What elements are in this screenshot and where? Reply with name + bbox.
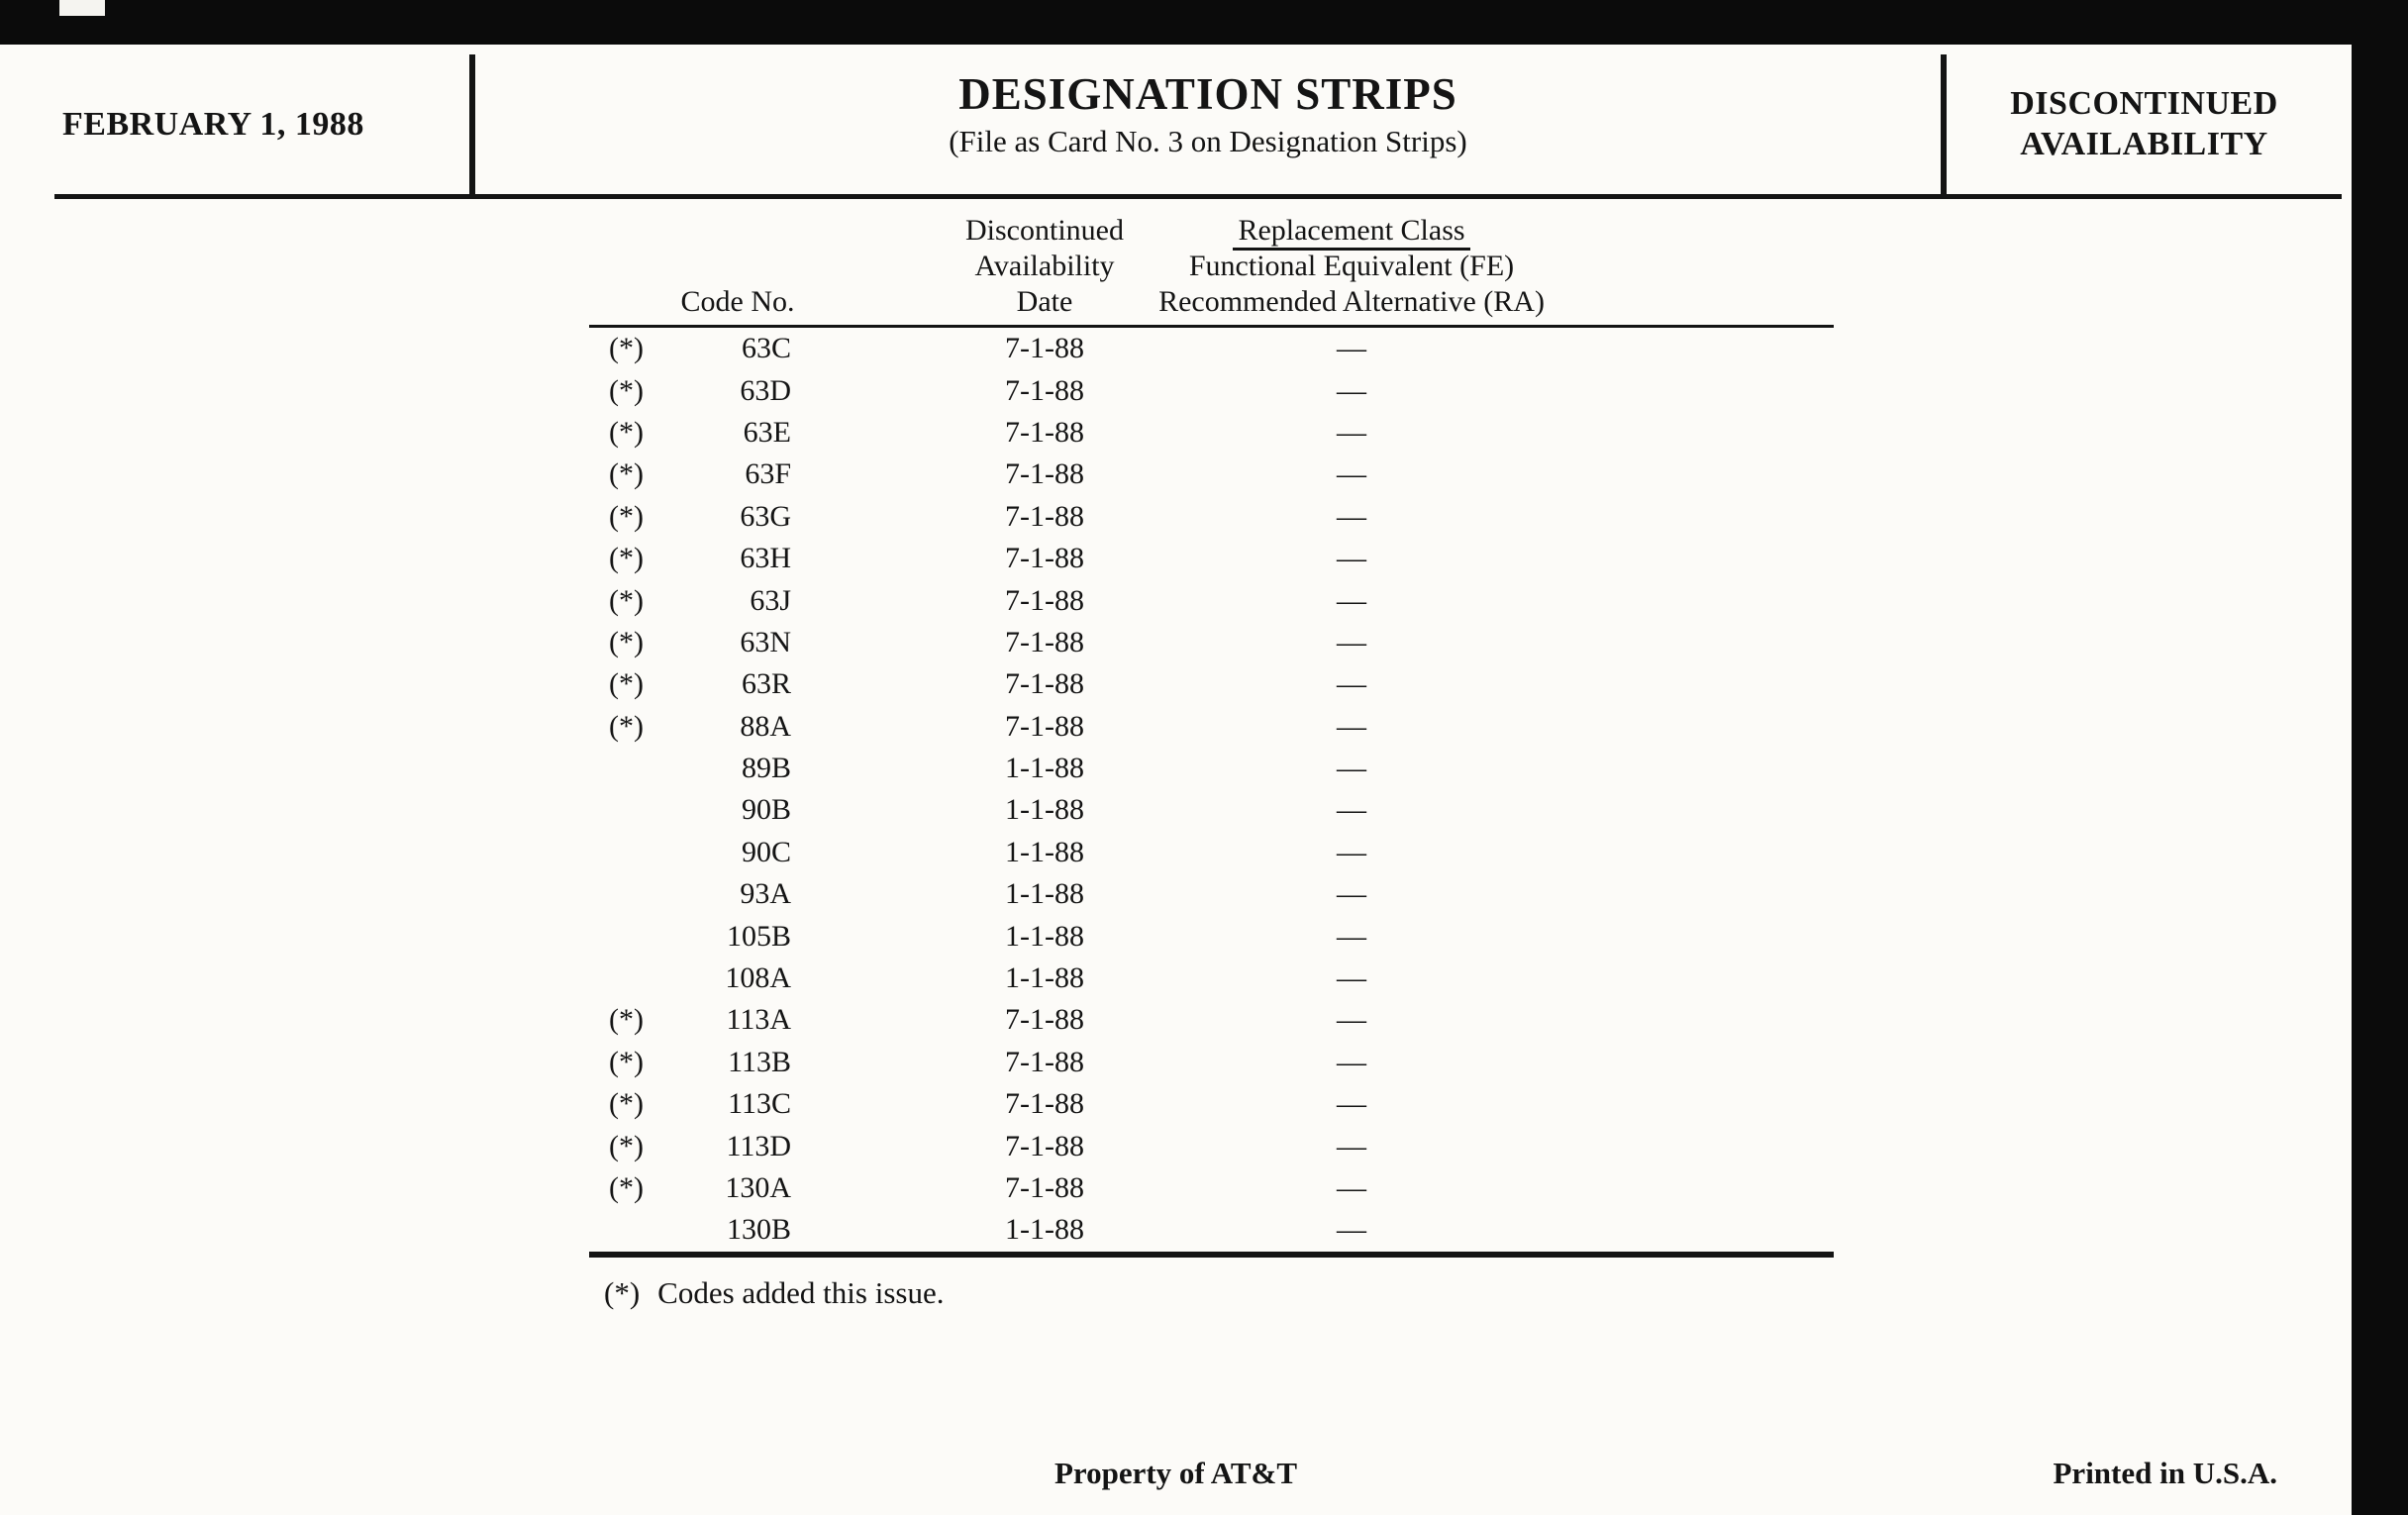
page [0,45,2352,1515]
col-header-date [886,213,1203,320]
table-row [589,832,1834,873]
col-header-repl-line3: Recommended Alternative (RA) [1158,285,1545,318]
code-cell [589,1171,886,1205]
table-row [589,663,1834,705]
table-row [589,1042,1834,1083]
col-header-date-line1: Discontinued [965,214,1124,247]
code-prefix: (*) [609,457,644,491]
footer-printed-notice: Printed in U.S.A. [2053,1456,2277,1490]
code-cell [589,332,886,365]
replacement-value: — [1337,1129,1366,1162]
scan-notch [59,0,105,16]
replacement-value: — [1337,919,1366,953]
corner-line-availability: AVAILABILITY [2020,125,2268,162]
date-value: 7-1-88 [1005,457,1084,491]
code-cell [589,1003,886,1037]
replacement-value: — [1337,1087,1366,1121]
code-value: 89B [741,752,791,785]
code-value: 63G [740,499,791,533]
code-prefix: (*) [609,625,644,658]
replacement-value: — [1337,373,1366,407]
code-cell [589,752,886,785]
col-header-code [589,284,886,320]
date-value: 7-1-88 [1005,709,1084,743]
replacement-value: — [1337,1045,1366,1078]
code-value: 63F [745,457,791,491]
code-cell [589,416,886,450]
col-header-repl-line2: Functional Equivalent (FE) [1188,250,1515,282]
date-value: 1-1-88 [1005,961,1084,995]
code-prefix: (*) [609,667,644,701]
col-header-date-line3: Date [1016,285,1073,318]
code-prefix: (*) [609,1003,644,1037]
replacement-value: — [1337,835,1366,868]
table-body [589,328,1834,1258]
replacement-value: — [1337,415,1366,449]
date-value: 7-1-88 [1005,332,1084,365]
date-value: 1-1-88 [1005,793,1084,827]
date-value: 7-1-88 [1005,583,1084,617]
date-value: 7-1-88 [1005,1087,1084,1121]
table-row [589,958,1834,999]
code-cell [589,457,886,491]
code-prefix: (*) [609,1171,644,1204]
replacement-value: — [1337,625,1366,658]
code-value: 88A [740,709,791,743]
replacement-value: — [1337,1213,1366,1247]
code-cell [589,500,886,534]
code-prefix: (*) [609,499,644,533]
table-row [589,1125,1834,1166]
date-value: 7-1-88 [1005,542,1084,575]
col-header-code-label: Code No. [680,285,795,318]
date-value: 7-1-88 [1005,625,1084,658]
date-value: 7-1-88 [1005,415,1084,449]
replacement-value: — [1337,499,1366,533]
table-row [589,369,1834,411]
code-value: 63C [741,332,791,365]
availability-table [589,213,1834,1258]
code-value: 130A [725,1171,791,1204]
code-cell [589,1213,886,1247]
col-header-repl-line1: Replacement Class [1233,214,1469,251]
code-cell [589,667,886,701]
table-row [589,496,1834,538]
code-prefix: (*) [609,1129,644,1162]
code-prefix: (*) [609,583,644,617]
code-cell [589,584,886,618]
date-value: 7-1-88 [1005,1003,1084,1037]
col-header-date-line2: Availability [974,250,1115,282]
replacement-value: — [1337,332,1366,365]
code-value: 63D [740,373,791,407]
code-value: 63E [743,415,791,449]
code-cell [589,1130,886,1163]
table-row [589,706,1834,748]
code-cell [589,1087,886,1121]
footer [0,1456,2352,1495]
code-cell [589,793,886,827]
footnote-text: Codes added this issue. [657,1274,945,1310]
code-cell [589,542,886,575]
replacement-value: — [1337,542,1366,575]
code-prefix: (*) [609,542,644,575]
header [54,54,2342,199]
replacement-value: — [1337,1003,1366,1037]
code-value: 63R [741,667,791,701]
date-value: 1-1-88 [1005,877,1084,911]
code-value: 90B [741,793,791,827]
code-value: 113C [728,1087,791,1121]
table-row [589,622,1834,663]
page-title: DESIGNATION STRIPS [958,69,1457,119]
code-prefix: (*) [609,373,644,407]
footnote [604,1275,2352,1311]
page-subtitle: (File as Card No. 3 on Designation Strips) [949,123,1467,158]
header-corner-block [1941,54,2342,194]
code-cell [589,836,886,869]
scan-border-top [0,0,2408,45]
replacement-value: — [1337,793,1366,827]
date-value: 1-1-88 [1005,835,1084,868]
code-value: 90C [741,835,791,868]
header-title-block [475,54,1941,194]
date-value: 7-1-88 [1005,373,1084,407]
corner-line-discontinued: DISCONTINUED [2010,84,2278,122]
footnote-marker: (*) [604,1274,641,1310]
col-header-replacement [1158,213,1545,320]
replacement-value: — [1337,1171,1366,1204]
code-cell [589,374,886,408]
code-value: 93A [740,877,791,911]
table-header [589,213,1834,328]
table-row [589,873,1834,915]
code-value: 63H [740,542,791,575]
table-row [589,579,1834,621]
code-value: 113B [728,1045,791,1078]
date-value: 1-1-88 [1005,919,1084,953]
replacement-value: — [1337,583,1366,617]
table-row [589,915,1834,957]
replacement-value: — [1337,457,1366,491]
replacement-value: — [1337,752,1366,785]
table-row [589,789,1834,831]
code-prefix: (*) [609,332,644,365]
code-cell [589,961,886,995]
code-prefix: (*) [609,1045,644,1078]
code-cell [589,626,886,659]
code-value: 63N [740,625,791,658]
code-cell [589,920,886,954]
replacement-value: — [1337,709,1366,743]
header-date-block [54,54,475,194]
table-row [589,328,1834,369]
date-value: 7-1-88 [1005,1045,1084,1078]
code-prefix: (*) [609,415,644,449]
code-value: 108A [725,961,791,995]
date-value: 7-1-88 [1005,1171,1084,1204]
scan-border-right [2352,0,2408,1515]
table-row [589,1083,1834,1125]
replacement-value: — [1337,961,1366,995]
code-value: 113D [726,1129,791,1162]
replacement-value: — [1337,667,1366,701]
table-row [589,1209,1834,1251]
code-value: 105B [726,919,791,953]
footer-property-notice: Property of AT&T [1054,1456,1298,1490]
table-row [589,538,1834,579]
code-value: 63J [750,583,791,617]
code-value: 113A [726,1003,791,1037]
code-cell [589,710,886,744]
table-row [589,748,1834,789]
date-value: 7-1-88 [1005,667,1084,701]
date-value: 1-1-88 [1005,752,1084,785]
code-prefix: (*) [609,1087,644,1121]
table-row [589,999,1834,1041]
issue-date: FEBRUARY 1, 1988 [62,105,364,143]
date-value: 1-1-88 [1005,1213,1084,1247]
code-value: 130B [726,1213,791,1247]
date-value: 7-1-88 [1005,1129,1084,1162]
code-cell [589,1046,886,1079]
replacement-value: — [1337,877,1366,911]
code-prefix: (*) [609,709,644,743]
date-value: 7-1-88 [1005,499,1084,533]
table-row [589,412,1834,454]
table-row [589,454,1834,495]
code-cell [589,877,886,911]
table-row [589,1167,1834,1209]
